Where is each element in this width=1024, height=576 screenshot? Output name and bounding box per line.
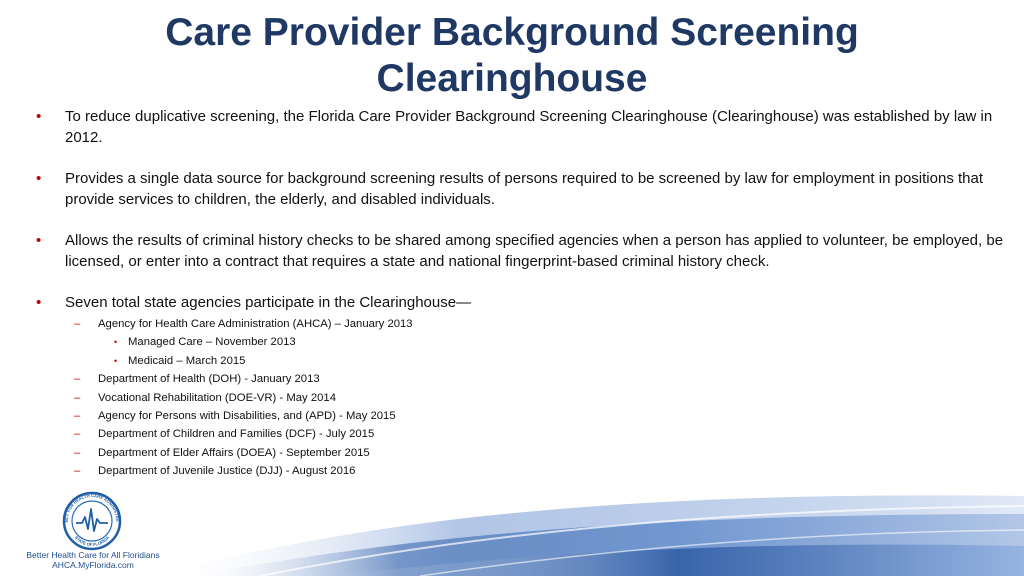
- slide-title-line-1: Care Provider Background Screening: [165, 11, 859, 54]
- slide-title: [0, 10, 1024, 102]
- dash-marker: –: [74, 318, 81, 330]
- dash-marker: –: [74, 373, 81, 386]
- dash-marker: –: [74, 410, 81, 423]
- tagline-website-link[interactable]: AHCA.MyFlorida.com: [52, 559, 134, 570]
- footer-tagline: [18, 551, 168, 570]
- dash-marker: –: [74, 391, 81, 404]
- bullet-text: To reduce duplicative screening, the Florida Care Provider Background Screening Clearinghouse (Clearinghouse) was established by law in 2012.: [65, 108, 993, 146]
- bullet-list: [36, 106, 1004, 481]
- agency-text: Department of Juvenile Justice (DJJ) - August 2016: [98, 465, 356, 478]
- bullet-text: Provides a single data source for background screening results of persons required to be screened by law for employment in positions that provide services to children, the elderly, and disabled individuals.: [65, 170, 984, 208]
- agency-sub-text: Medicaid – March 2015: [128, 354, 246, 367]
- bullet-item: [36, 106, 1004, 148]
- dash-marker: –: [74, 446, 81, 459]
- agency-text: Department of Health (DOH) - January 2013: [98, 373, 320, 386]
- agency-text: Department of Children and Families (DCF) - July 2015: [98, 428, 375, 441]
- agency-item: [36, 444, 1004, 462]
- agency-item: [36, 407, 1004, 425]
- agency-text: Department of Elder Affairs (DOEA) - September 2015: [98, 446, 370, 459]
- agency-text: Vocational Rehabilitation (DOE-VR) - May 2014: [98, 391, 336, 404]
- sub-bullet-marker: •: [114, 337, 118, 348]
- tagline-line-1: Better Health Care for All Floridians: [26, 550, 160, 560]
- agency-sub-item: [36, 333, 1004, 351]
- bullet-item: [36, 292, 1004, 481]
- agency-item: [36, 425, 1004, 443]
- bullet-marker: •: [36, 108, 42, 125]
- dash-marker: –: [74, 428, 81, 441]
- bullet-text: Allows the results of criminal history checks to be shared among specified agencies when a person has applied to volunteer, be employed, be licensed, or enter into a contract that requires a state and national fingerprint-based criminal history check.: [65, 232, 1004, 270]
- ahca-seal-icon: [50, 491, 134, 551]
- agency-sub-text: Managed Care – November 2013: [128, 336, 296, 349]
- agency-text: Agency for Persons with Disabilities, and (APD) - May 2015: [98, 410, 396, 423]
- seal-arc-top: NCY FOR HEALTH CARE ADMINISTRA: [63, 492, 121, 523]
- sub-bullet-marker: •: [114, 355, 118, 366]
- bullet-text: Seven total state agencies participate in the Clearinghouse—: [65, 294, 472, 311]
- bullet-marker: •: [36, 232, 42, 249]
- seal-arc-bottom: STATE OF FLORIDA: [73, 534, 111, 548]
- bullet-marker: •: [36, 294, 42, 311]
- agency-text: Agency for Health Care Administration (AHCA) – January 2013: [98, 318, 413, 330]
- bullet-marker: •: [36, 170, 42, 187]
- agency-list: [65, 315, 1004, 481]
- agency-item: [36, 389, 1004, 407]
- bullet-item: [36, 168, 1004, 210]
- agency-item: [36, 370, 1004, 388]
- agency-sub-item: [36, 352, 1004, 370]
- slide-title-line-2: Clearinghouse: [376, 57, 648, 100]
- dash-marker: –: [74, 465, 81, 478]
- agency-item: [36, 315, 1004, 333]
- bullet-item: [36, 230, 1004, 272]
